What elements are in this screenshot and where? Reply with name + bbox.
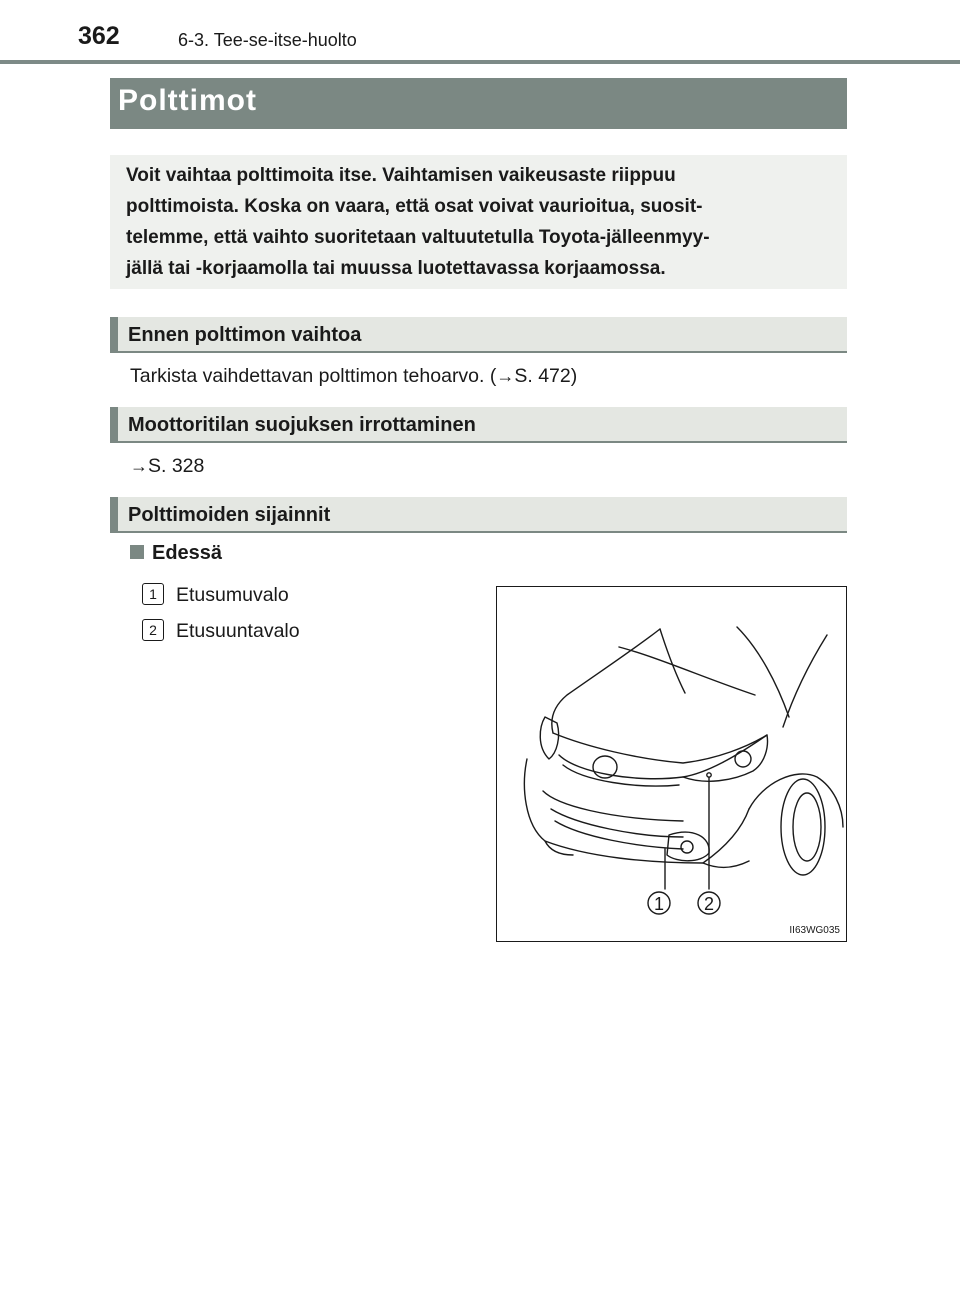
- front-wheel: [781, 779, 825, 875]
- callout-label-2: 2: [703, 894, 715, 914]
- intro-line-2: polttimoista. Koska on vaara, että osat voivat vaurioitua, suosit-: [126, 196, 703, 217]
- arrow-icon: →: [130, 456, 148, 476]
- section-bulb-locations: [110, 497, 847, 533]
- list-item: [142, 619, 300, 643]
- car-front-figure: [496, 586, 847, 942]
- wattage-instruction: [130, 365, 577, 388]
- front-wheel-inner: [793, 793, 821, 861]
- square-bullet-icon: [130, 545, 144, 559]
- page-reference-link[interactable]: S. 328: [148, 455, 205, 477]
- subheading-front: [130, 542, 222, 565]
- windshield-edge: [619, 647, 755, 695]
- under-bumper: [545, 841, 749, 867]
- intro-text: [126, 160, 831, 284]
- car-front-illustration: [497, 587, 846, 941]
- item-number: 1: [142, 583, 164, 605]
- header-rule: [0, 60, 960, 64]
- fog-light: [681, 841, 693, 853]
- chapter-title: 6-3. Tee-se-itse-huolto: [178, 30, 357, 50]
- arrow-icon: →: [496, 366, 515, 386]
- a-pillar: [783, 635, 827, 727]
- page-title: Polttimot: [118, 84, 257, 117]
- intro-line-1: Voit vaihtaa polttimoita itse. Vaihtamisen vaikeusaste riippuu: [126, 165, 676, 186]
- hood-outline: [552, 629, 660, 733]
- section-heading: Polttimoiden sijainnit: [128, 504, 331, 526]
- section-heading: Ennen polttimon vaihtoa: [128, 324, 362, 346]
- upper-grille-inner: [563, 765, 679, 786]
- instruction-text: Tarkista vaihdettavan polttimon tehoarvo. (: [130, 365, 497, 387]
- callout-label-1: 1: [653, 894, 665, 914]
- subheading-text: Edessä: [152, 542, 223, 564]
- engine-cover-reference: [130, 455, 204, 478]
- page-reference-link[interactable]: S. 472): [514, 365, 578, 387]
- toyota-emblem: [593, 756, 617, 778]
- intro-box: [110, 155, 847, 289]
- page-title-bar: [110, 78, 847, 129]
- intro-line-3: telemme, että vaihto suoritetaan valtuutetulla Toyota-jälleenmyy-: [126, 227, 710, 248]
- section-heading: Moottoritilan suojuksen irrottaminen: [128, 414, 476, 436]
- page-number: 362: [78, 22, 120, 50]
- intro-line-4: jällä tai -korjaamolla tai muussa luotettavassa korjaamossa.: [126, 258, 666, 279]
- list-item: [142, 583, 289, 607]
- lower-grille-slot: [543, 791, 683, 821]
- section-before-replacing: [110, 317, 847, 353]
- section-engine-cover: [110, 407, 847, 443]
- item-number: 2: [142, 619, 164, 641]
- front-bumper: [524, 759, 749, 863]
- figure-code: II63WG035: [789, 925, 840, 936]
- upper-grille: [559, 755, 683, 779]
- item-label: Etusumuvalo: [176, 584, 289, 606]
- item-label: Etusuuntavalo: [176, 620, 300, 642]
- hood-crease: [660, 627, 789, 717]
- left-headlight: [540, 717, 558, 759]
- headlight-lens: [735, 751, 751, 767]
